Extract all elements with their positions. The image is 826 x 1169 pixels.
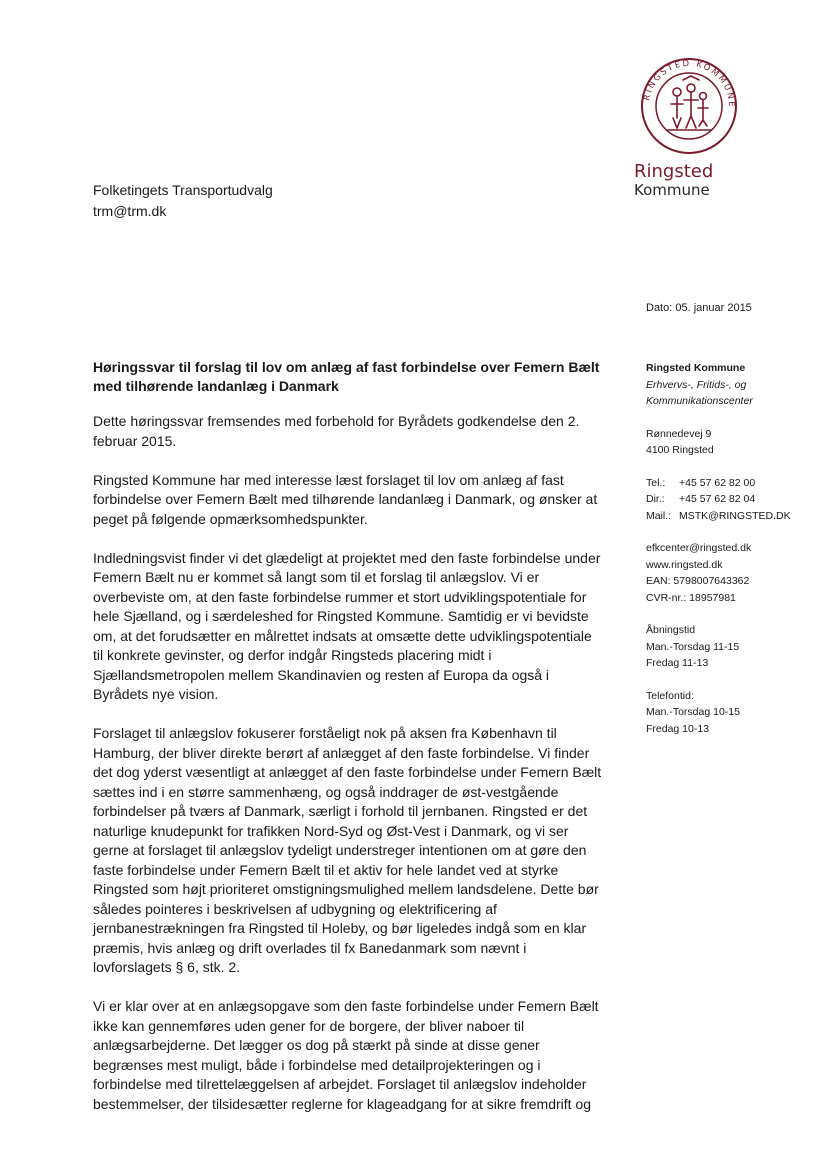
phone-hours-block [646, 688, 816, 738]
phone-hours-line: Fredag 10-13 [646, 722, 710, 735]
body-paragraph: Dette høringssvar fremsendes med forbehold for Byrådets godkendelse den 2. februar 2015. [93, 413, 580, 449]
contact-value: +45 57 62 82 04 [679, 493, 756, 505]
phone-hours-heading: Telefontid: [646, 689, 694, 702]
opening-hours-line: Man.-Torsdag 11-15 [646, 640, 740, 653]
body-paragraph: Vi er klar over at en anlægsopgave som den faste forbindelse under Femern Bælt ikke kan gennemføres uden gener for de borgere, der bliver naboer til anlægsarbejderne. Det lægger os dog på stærkt på sinde at disse gener begrænses mest muligt, både i forbindelse med detailprojekteringen og i forbindelse med tilrettelæggelsen af arbejdet. Forslaget til anlægslov indeholder bestemmelser, der tilsidesætter reglerne for klageadgang for at sikre fremdrift og [93, 998, 599, 1112]
recipient-email: trm@trm.dk [93, 203, 167, 219]
municipal-seal-icon [639, 56, 739, 156]
sender-info-sidebar [646, 360, 816, 753]
svg-text:RINGSTED KOMMUNE: RINGSTED KOMMUNE [642, 58, 737, 109]
sender-department: Kommunikationscenter [646, 395, 753, 407]
ringsted-logo [634, 56, 744, 199]
contact-label: Tel.: [646, 476, 666, 489]
opening-hours-line: Fredag 11-13 [646, 657, 709, 669]
contact-label: Dir.: [646, 493, 665, 505]
body-paragraph: Indledningsvist finder vi det glædeligt at projektet med den faste forbindelse under Femern Bælt nu er kommet så langt som til et forslag til anlægslov. Vi er overbeviste om, at den faste forbindelse rummer et stort udviklingspotentiale for hele Sjælland, og i særdeleshed for Ringsted Kommune. Samtidig er vi bevidste om, at det forudsætter en målrettet indsats at omsætte dette udviklingspotentiale til konkrete gevinster, og derfor indgår Ringsteds placering midt i Sjællandsmetropolen mellem Skandinavien og resten af Europa da også i Byrådets nye vision. [93, 549, 601, 702]
sender-org-block [646, 360, 816, 410]
logo-name: Ringsted [634, 161, 714, 182]
sender-email: efkcenter@ringsted.dk [646, 542, 752, 554]
contact-row [646, 508, 816, 525]
sender-contact-block [646, 475, 816, 525]
sender-address-block [646, 426, 816, 459]
logo-subtitle: Kommune [634, 181, 710, 199]
body-paragraph: Ringsted Kommune har med interesse læst forslaget til lov om anlæg af fast forbindelse over Femern Bælt med tilhørende landanlæg i Danmark, og ønsker at peget på følgende opmærksomhedspunkter. [93, 471, 598, 527]
sender-ean: EAN: 5798007643362 [646, 575, 750, 587]
contact-row [646, 475, 816, 492]
letter-body [93, 358, 605, 1134]
sender-cvr: CVR-nr.: 18957981 [646, 591, 736, 604]
opening-hours-heading: Åbningstid [646, 624, 696, 636]
sender-ids-block [646, 540, 816, 606]
sender-city: 4100 Ringsted [646, 444, 714, 456]
recipient-name: Folketingets Transportudvalg [93, 182, 273, 198]
sender-website: www.ringsted.dk [646, 558, 723, 571]
sender-street: Rønnedevej 9 [646, 427, 712, 440]
body-paragraph: Forslaget til anlægslov fokuserer forståeligt nok på aksen fra København til Hamburg, der bliver direkte berørt af anlægget af den faste forbindelse. Vi finder det dog yderst væsentligt at anlægget af den faste forbindelse under Femern Bælt sættes ind i en større sammenhæng, og også inddrager de øst-vestgående forbindelser på tværs af Danmark, særligt i forhold til jernbanen. Ringsted er det naturlige knudepunkt for trafikken Nord-Syd og Øst-Vest i Danmark, og vi ser gerne at forslaget til anlægslov tydeligt understreger intentionen om at gøre den faste forbindelse under Femern Bælt til et aktiv for hele landet ved at styrke Ringsted som højt prioriteret omstigningsmulighed mellem landsdelene. Dette bør således pointeres i beskrivelsen af udbygning og elektrificering af jernbanestrækningen fra Ringsted til Holeby, og bør ligeledes indgå som en klar præmis, hvis anlæg og drift overlades til fx Banedanmark som nævnt i lovforslagets § 6, stk. 2. [93, 725, 602, 975]
sender-department: Erhvervs-, Fritids-, og [646, 378, 747, 391]
recipient-address [93, 180, 273, 222]
letter-title: Høringssvar til forslag til lov om anlæg af fast forbindelse over Femern Bælt med tilhørende landanlæg i Danmark [93, 359, 600, 394]
contact-row [646, 491, 816, 508]
contact-value: MSTK@RINGSTED.DK [679, 509, 791, 522]
opening-hours-block [646, 622, 816, 672]
contact-value: +45 57 62 82 00 [679, 476, 756, 489]
sender-org-name: Ringsted Kommune [646, 362, 746, 374]
letter-date: Dato: 05. januar 2015 [646, 302, 752, 314]
phone-hours-line: Man.-Torsdag 10-15 [646, 706, 740, 718]
contact-label: Mail.: [646, 509, 672, 522]
